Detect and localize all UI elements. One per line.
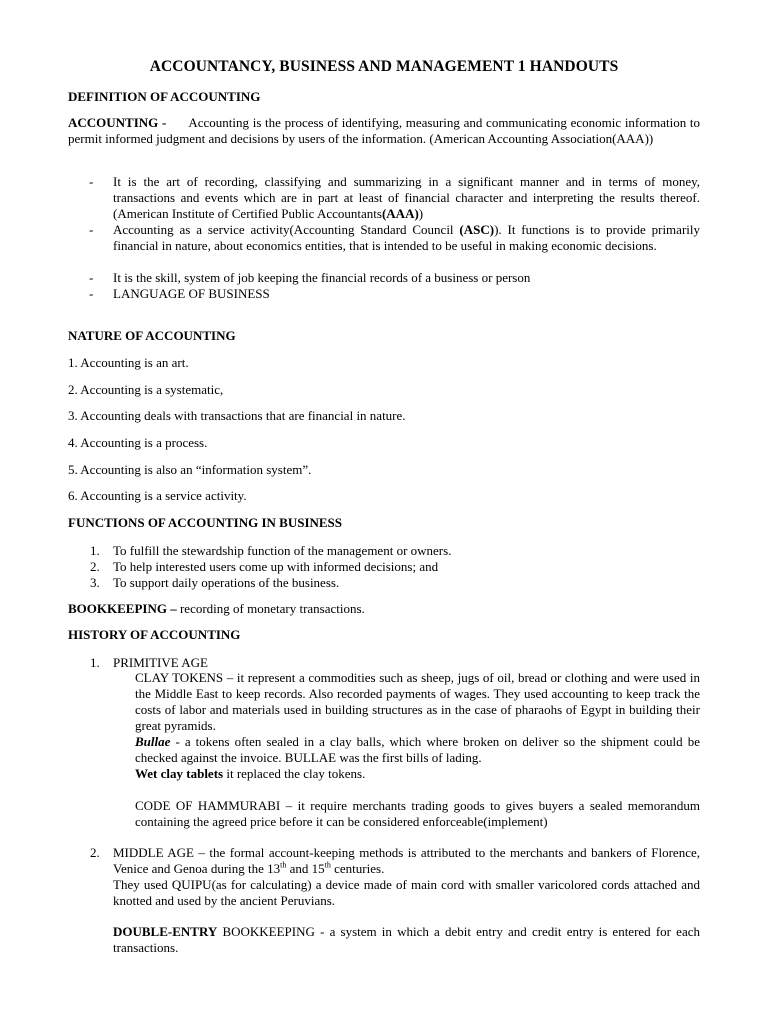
document-title: ACCOUNTANCY, BUSINESS AND MANAGEMENT 1 HANDOUTS <box>149 58 619 75</box>
definition-heading: DEFINITION OF ACCOUNTING <box>68 89 261 104</box>
definition-paragraph <box>68 115 700 147</box>
nature-item: 6. Accounting is a service activity. <box>68 488 247 503</box>
bullet-1-bold: (AAA) <box>381 206 419 221</box>
bookkeeping-term: BOOKKEEPING – <box>68 601 177 616</box>
quipu-paragraph: They used QUIPU(as for calculating) a device made of main cord with smaller varicolored cords attached and knotted and used by the ancient Peruvians. <box>113 877 700 908</box>
bullet-2-bold: (ASC) <box>459 222 495 237</box>
definition-term: ACCOUNTING - <box>68 115 167 130</box>
history-heading: HISTORY OF ACCOUNTING <box>68 627 241 642</box>
nature-heading: NATURE OF ACCOUNTING <box>68 328 236 343</box>
clay-tokens-paragraph: CLAY TOKENS – it represent a commodities such as sheep, jugs of oil, bread or clothing and were used in the Middle East to keep records. Also recorded payments of wages. They used accounting to keep track the costs of labor and materials used in building structures as in the case of pharaohs of Egypt in building their great pyramids. <box>135 670 700 733</box>
bullae-term: Bullae <box>135 734 171 749</box>
hammurabi-paragraph: CODE OF HAMMURABI – it require merchants trading goods to gives buyers a sealed memorandum containing the agreed price before it can be considered enforceable(implement) <box>135 798 700 829</box>
nature-item: 3. Accounting deals with transactions that are financial in nature. <box>68 408 406 423</box>
double-entry-paragraph: DOUBLE-ENTRY BOOKKEEPING - a system in which a debit entry and credit entry is entered for each transactions. <box>113 924 700 955</box>
definition-text: Accounting is the process of identifying, measuring and communicating economic information to permit informed judgment and decisions by users of the information. (American Accounting Association(AAA)) <box>68 115 700 146</box>
nature-item: 1. Accounting is an art. <box>68 355 189 370</box>
nature-item: 2. Accounting is a systematic, <box>68 382 224 397</box>
bullet-1-text: It is the art of recording, classifying and summarizing in a significant manner and in terms of money, transactions and events which are in part at least of financial character and interpreting the results thereof. (American Institute of Certified Public Accountants <box>113 174 700 221</box>
double-entry-term: DOUBLE-ENTRY <box>113 924 218 939</box>
bullae-paragraph: Bullae - a tokens often sealed in a clay balls, which where broken on deliver so the shipment could be checked against the invoice. BULLAE was the first bills of lading. <box>135 734 700 765</box>
wet-clay-tablets-paragraph: Wet clay tablets it replaced the clay tokens. <box>135 766 366 781</box>
bookkeeping-definition: BOOKKEEPING – recording of monetary transactions. <box>68 601 365 616</box>
wet-clay-tablets-term: Wet clay tablets <box>135 766 224 781</box>
nature-item: 5. Accounting is also an “information system”. <box>68 462 312 477</box>
nature-item: 4. Accounting is a process. <box>68 435 208 450</box>
functions-heading: FUNCTIONS OF ACCOUNTING IN BUSINESS <box>68 515 343 530</box>
